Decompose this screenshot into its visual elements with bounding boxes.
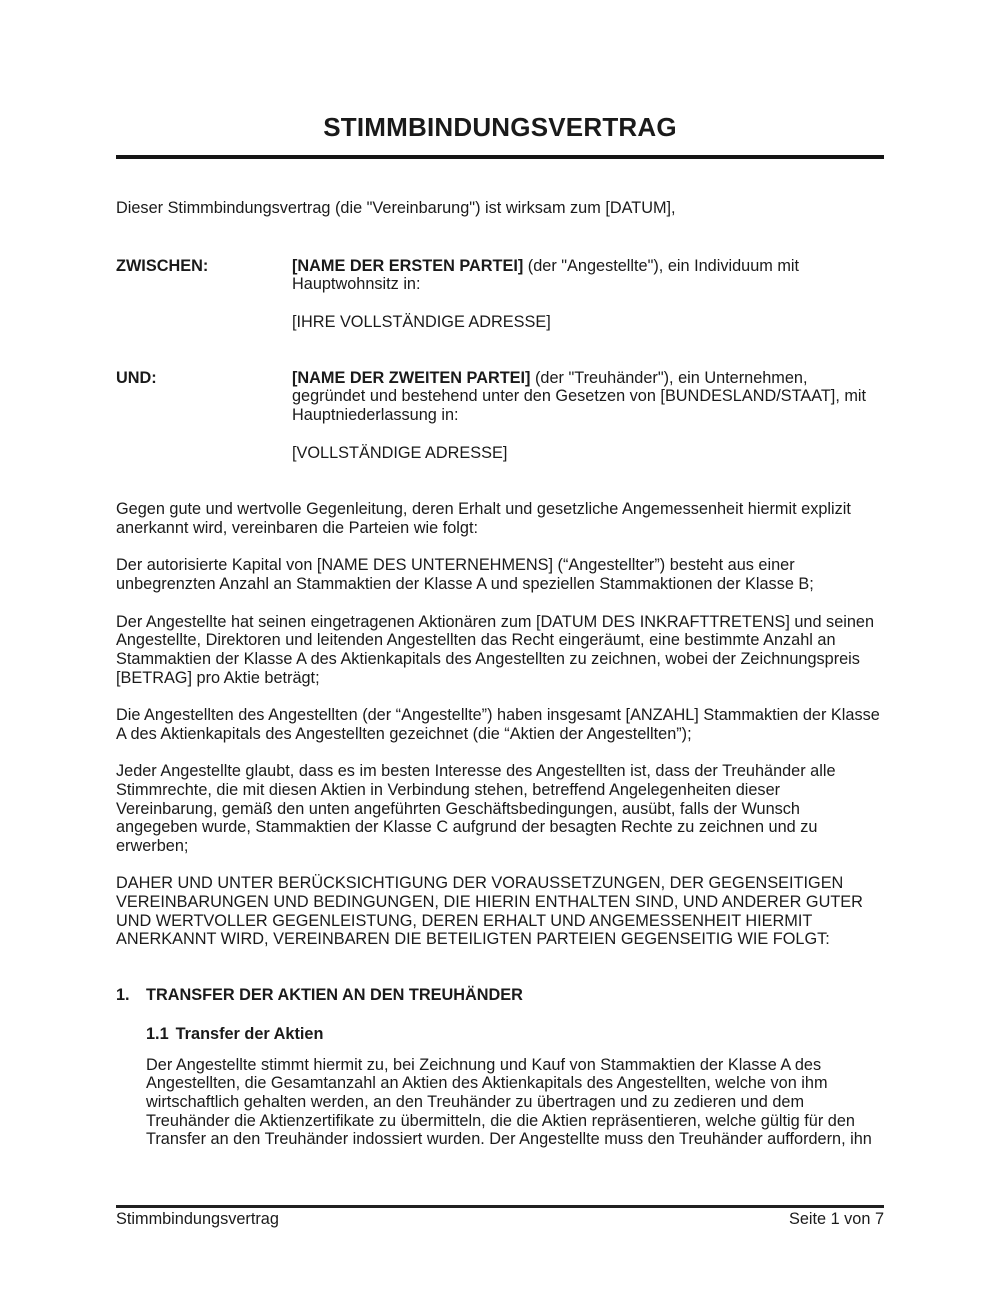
recital-paragraph: Der autorisierte Kapital von [NAME DES UNTERNEHMENS] (“Angestellter”) besteht aus einer unbegrenzten Anzahl an Stammaktien der Klasse A und speziellen Stammaktionen der Klasse B; xyxy=(116,556,814,594)
subsection-1-1-paragraph: Der Angestellte stimmt hiermit zu, bei Zeichnung und Kauf von Stammaktien der Klasse A des Angestellten, die Gesamtanzahl an Aktien des Aktienkapitals des Angestellten, welche von ihm wirtschaftlich gehalten werden, an den Treuhänder zu übertragen und zu zedieren und dem Treuhänder die Aktienzertifikate zu übermitteln, die die Aktien repräsentieren, welche gültig für den Transfer an den Treuhänder indossiert wurden. Der Angestellte muss den Treuhänder auffordern, ihn xyxy=(146,1055,872,1149)
party1-address: [IHRE VOLLSTÄNDIGE ADRESSE] xyxy=(292,312,551,331)
recital-paragraph: Der Angestellte hat seinen eingetragenen Aktionären zum [DATUM DES INKRAFTTRETENS] und seinen Angestellte, Direktoren und leitenden Angestellten das Recht eingeräumt, eine bestimmte Anzahl an Stammaktien der Klasse A des Aktienkapitals des Angestellten zu zeichnen, wobei der Zeichnungspreis [BETRAG] pro Aktie beträgt; xyxy=(116,612,875,687)
party2-description xyxy=(292,369,884,425)
subsection-1-1-title: Transfer der Aktien xyxy=(175,1024,324,1043)
section-1-number: 1. xyxy=(116,986,130,1005)
party2-name: [NAME DER ZWEITEN PARTEI] xyxy=(292,368,531,387)
intro-paragraph: Dieser Stimmbindungsvertrag (die "Vereinbarung") ist wirksam zum [DATUM], xyxy=(116,199,676,217)
party1-description xyxy=(292,257,884,294)
section-1-heading xyxy=(116,986,884,1005)
party2-address: [VOLLSTÄNDIGE ADRESSE] xyxy=(292,443,508,462)
between-label: ZWISCHEN: xyxy=(116,256,209,275)
page-footer xyxy=(116,1210,884,1229)
recital-paragraph: Die Angestellten des Angestellten (der “Angestellte”) haben insgesamt [ANZAHL] Stammaktien der Klasse A des Aktienkapitals des Angestellten gezeichnet (die “Aktien der Angestellten”); xyxy=(116,706,880,743)
document-content xyxy=(116,0,884,1149)
between-row xyxy=(116,257,884,294)
document-title: STIMMBINDUNGSVERTRAG xyxy=(323,112,677,142)
party1-name: [NAME DER ERSTEN PARTEI] xyxy=(292,256,524,275)
and-row xyxy=(116,369,884,425)
section-1-title: TRANSFER DER AKTIEN AN DEN TREUHÄNDER xyxy=(146,986,523,1005)
footer-rule xyxy=(116,1205,884,1208)
party2-description-text: (der "Treuhänder"), ein Unternehmen, gegründet und bestehend unter den Gesetzen von [BUNDESLAND/STAAT], mit Hauptniederlassung in: xyxy=(292,368,867,424)
recital-paragraph: Jeder Angestellte glaubt, dass es im besten Interesse des Angestellten ist, dass der Treuhänder alle Stimmrechte, die mit diesen Aktien in Verbindung stehen, betreffend Angelegenheiten dieser Vereinbarung, gemäß den unten angeführten Geschäftsbedingungen, ausübt, falls der Wunsch angegeben wurde, Stammaktien der Klasse C aufgrund der besagten Rechte zu zeichnen und zu erwerben; xyxy=(116,762,836,855)
footer-page-number: Seite 1 von 7 xyxy=(788,1210,884,1228)
recital-paragraph: Gegen gute und wertvolle Gegenleitung, deren Erhalt und gesetzliche Angemessenheit hiermit explizit anerkannt wird, vereinbaren die Parteien wie folgt: xyxy=(116,500,851,538)
subsection-1-1-heading xyxy=(146,1025,884,1044)
and-label: UND: xyxy=(116,368,157,387)
party1-description-text: (der "Angestellte"), ein Individuum mit Hauptwohnsitz in: xyxy=(292,256,800,294)
footer-doc-name: Stimmbindungsvertrag xyxy=(116,1210,279,1228)
subsection-1-1-number: 1.1 xyxy=(146,1024,169,1043)
title-rule xyxy=(116,155,884,159)
recital-paragraph: DAHER UND UNTER BERÜCKSICHTIGUNG DER VORAUSSETZUNGEN, DER GEGENSEITIGEN VEREINBARUNGEN UND BEDINGUNGEN, DIE HIERIN ENTHALTEN SIND, UND ANDERER GUTER UND WERTVOLLER GEGENLEISTUNG, DEREN ERHALT UND ANGEMESSENHEIT HIERMIT ANERKANNT WIRD, VEREINBAREN DIE BETEILIGTEN PARTEIEN GEGENSEITIG WIE FOLGT: xyxy=(116,874,863,949)
